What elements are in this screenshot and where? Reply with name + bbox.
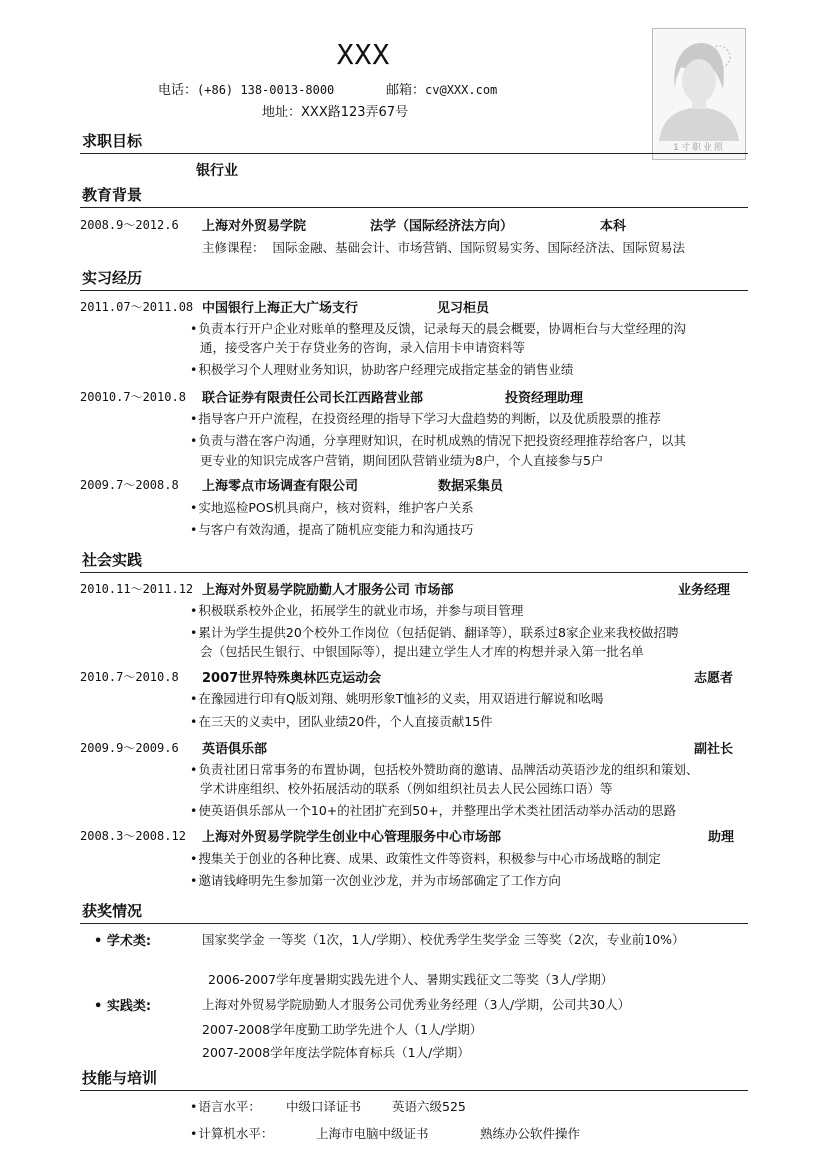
social-org: 上海对外贸易学院励勤人才服务公司 市场部 (202, 583, 454, 598)
social-date: 2010.11～2011.12 (80, 582, 194, 596)
list-item: • 在豫园进行印有Q版刘翔、姚明形象T恤衫的义卖，用双语进行解说和吆喝 (190, 689, 603, 707)
divider (80, 572, 748, 573)
list-item: • 负责社团日常事务的布置协调，包括校外赞助商的邀请、品牌活动英语沙龙的组织和策划、 (190, 760, 698, 778)
list-item-continued: 更专业的知识完成客户营销，期间团队营销业绩为8户，个人直接参与5户 (200, 453, 604, 468)
education-major: 法学（国际经济法方向） (370, 219, 514, 234)
skill-computer-2: 熟练办公软件操作 (480, 1126, 581, 1141)
photo-caption: 1寸职业照 (673, 143, 725, 153)
courses-value: 国际金融、基础会计、市场营销、国际贸易实务、国际经济法、国际贸易法 (272, 240, 686, 255)
divider (80, 290, 748, 291)
social-role: 助理 (708, 830, 735, 845)
internship-date: 20010.7～2010.8 (80, 390, 186, 404)
education-school: 上海对外贸易学院 (202, 219, 307, 234)
list-item: • 在三天的义卖中，团队业绩20件，个人直接贡献15件 (190, 712, 493, 730)
courses-label: 主修课程： (202, 240, 265, 255)
internship-org: 上海零点市场调查有限公司 (202, 479, 359, 494)
address-line (262, 101, 408, 120)
internship-org: 中国银行上海正大广场支行 (202, 301, 359, 316)
internship-org: 联合证券有限责任公司长江西路营业部 (202, 391, 424, 406)
skill-computer-1: 上海市电脑中级证书 (316, 1126, 429, 1141)
list-item: • 邀请钱峰明先生参加第一次创业沙龙，并为市场部确定了工作方向 (190, 871, 561, 889)
list-item: • 积极学习个人理财业务知识，协助客户经理完成指定基金的销售业绩 (190, 360, 573, 378)
section-title-awards: 获奖情况 (82, 902, 143, 920)
list-item-continued: 会（包括民生银行、中银国际等），提出建立学生人才库的构想并录入第一批名单 (200, 644, 644, 659)
list-item-continued: 通，接受客户关于存贷业务的咨询，录入信用卡申请资料等 (200, 340, 526, 355)
email-label: 邮箱： (386, 83, 426, 98)
address-label: 地址： (262, 105, 302, 120)
social-org: 英语俱乐部 (202, 742, 268, 757)
award-item: 上海对外贸易学院励勤人才服务公司优秀业务经理（3人/学期，公司共30人） (202, 997, 631, 1012)
courses-line (202, 238, 685, 256)
education-date: 2008.9～2012.6 (80, 218, 179, 232)
phone-value: (+86) 138-0013-8000 (197, 83, 335, 97)
skill-language-label: • 语言水平： (190, 1097, 261, 1115)
awards-academic-label: • 学术类: (94, 934, 152, 949)
section-title-education: 教育背景 (82, 186, 143, 204)
social-org: 2007世界特殊奥林匹克运动会 (202, 671, 382, 686)
section-title-internship: 实习经历 (82, 269, 143, 287)
social-role: 副社长 (694, 742, 734, 757)
awards-practice-label: • 实践类: (94, 999, 152, 1014)
address-value: XXX路123弄67号 (301, 105, 409, 120)
divider (80, 207, 748, 208)
list-item: • 实地巡检POS机具商户，核对资料，维护客户关系 (190, 498, 474, 516)
internship-date: 2009.7～2008.8 (80, 478, 179, 492)
email-value: cv@XXX.com (425, 83, 498, 97)
list-item: • 使英语俱乐部从一个10+的社团扩充到50+，并整理出学术类社团活动举办活动的思路 (190, 801, 676, 819)
social-date: 2010.7～2010.8 (80, 670, 179, 684)
section-title-objective: 求职目标 (82, 132, 143, 150)
education-degree: 本科 (600, 219, 627, 234)
social-date: 2008.3～2008.12 (80, 829, 186, 843)
list-item: • 与客户有效沟通，提高了随机应变能力和沟通技巧 (190, 520, 473, 538)
list-item: • 积极联系校外企业，拓展学生的就业市场，并参与项目管理 (190, 601, 523, 619)
divider (80, 153, 748, 154)
divider (80, 923, 748, 924)
objective-value: 银行业 (196, 163, 238, 179)
social-org: 上海对外贸易学院学生创业中心管理服务中心市场部 (202, 830, 502, 845)
internship-role: 数据采集员 (438, 479, 504, 494)
internship-role: 见习柜员 (437, 301, 490, 316)
award-item: 2007-2008学年度法学院体育标兵（1人/学期） (202, 1045, 470, 1060)
internship-role: 投资经理助理 (505, 391, 584, 406)
skill-language-1: 中级口译证书 (286, 1099, 362, 1114)
list-item: • 指导客户开户流程，在投资经理的指导下学习大盘趋势的判断，以及优质股票的推荐 (190, 409, 661, 427)
social-date: 2009.9～2009.6 (80, 741, 179, 755)
list-item: • 负责本行开户企业对账单的整理及反馈，记录每天的晨会概要，协调柜台与大堂经理的沟 (190, 319, 686, 337)
email-line (386, 79, 497, 98)
award-item: 国家奖学金 一等奖（1次，1人/学期）、校优秀学生奖学金 三等奖（2次，专业前10%） (202, 932, 685, 947)
skill-computer-label: • 计算机水平： (190, 1124, 273, 1142)
social-role: 业务经理 (678, 583, 731, 598)
award-item: 2007-2008学年度勤工助学先进个人（1人/学期） (202, 1022, 483, 1037)
divider (80, 1090, 748, 1091)
internship-date: 2011.07～2011.08 (80, 300, 194, 314)
skill-language-2: 英语六级525 (392, 1099, 466, 1114)
section-title-skills: 技能与培训 (82, 1069, 158, 1087)
list-item-continued: 学术讲座组织、校外拓展活动的联系（例如组织社员去人民公园练口语）等 (200, 781, 613, 796)
section-title-social: 社会实践 (82, 551, 143, 569)
phone-label: 电话： (158, 83, 198, 98)
list-item: • 负责与潜在客户沟通，分享理财知识，在时机成熟的情况下把投资经理推荐给客户，以其 (190, 431, 686, 449)
photo-placeholder (652, 28, 746, 160)
social-role: 志愿者 (694, 671, 734, 686)
list-item: • 累计为学生提供20个校外工作岗位（包括促销、翻译等），联系过8家企业来我校做招聘 (190, 623, 679, 641)
award-item: 2006-2007学年度暑期实践先进个人、暑期实践征文二等奖（3人/学期） (208, 972, 614, 987)
candidate-name: XXX (336, 38, 391, 71)
phone-line (158, 79, 334, 98)
list-item: • 搜集关于创业的各种比赛、成果、政策性文件等资料，积极参与中心市场战略的制定 (190, 849, 661, 867)
